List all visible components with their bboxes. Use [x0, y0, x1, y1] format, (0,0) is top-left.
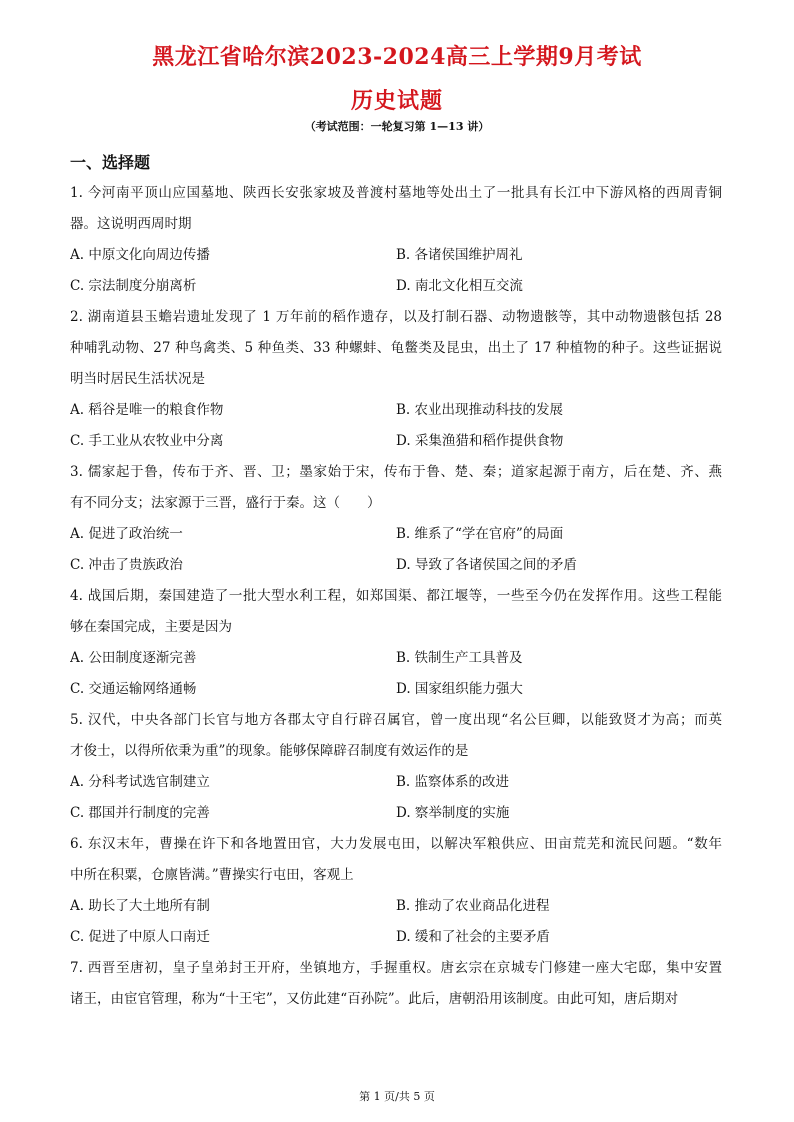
question-stem-line: 够在秦国完成，主要是因为: [70, 619, 232, 635]
answer-option: C. 冲击了贵族政治: [70, 557, 183, 573]
option-row: [70, 798, 722, 829]
question-list: [70, 178, 722, 1015]
question-2: [70, 302, 722, 457]
question-stem-line: 有不同分支；法家源于三晋，盛行于秦。这（ ）: [70, 495, 381, 511]
answer-option: B. 各诸侯国维护周礼: [396, 247, 523, 263]
answer-option: A. 促进了政治统一: [70, 526, 183, 542]
option-row: [70, 674, 722, 705]
option-row: [70, 922, 722, 953]
option-row: [70, 271, 722, 302]
answer-option: A. 稻谷是唯一的粮食作物: [70, 402, 224, 418]
answer-option: B. 监察体系的改进: [396, 774, 510, 790]
answer-option: A. 公田制度逐渐完善: [70, 650, 197, 666]
option-row: [70, 426, 722, 457]
option-row: [70, 891, 722, 922]
exam-scope: （考试范围：一轮复习第 1—13 讲）: [304, 120, 490, 133]
answer-option: B. 推动了农业商品化进程: [396, 898, 550, 914]
answer-option: D. 采集渔猎和稻作提供食物: [396, 433, 564, 449]
exam-title: 黑龙江省哈尔滨2023-2024高三上学期9月考试: [152, 44, 642, 70]
option-row: [70, 643, 722, 674]
question-stem-line: 才俊士，以得所依秉为重”的现象。能够保障辟召制度有效运作的是: [70, 743, 469, 759]
question-stem-line: 7. 西晋至唐初，皇子皇弟封王开府，坐镇地方，手握重权。唐玄宗在京城专门修建一座大宅邸，集中安置: [70, 960, 722, 976]
question-stem-line: 器。这说明西周时期: [70, 216, 192, 232]
question-stem-line: 种哺乳动物、27 种鸟禽类、5 种鱼类、33 种螺蚌、龟鳖类及昆虫，出土了 17 种植物的种子。这些证据说: [70, 340, 722, 356]
question-stem-line: 1. 今河南平顶山应国墓地、陕西长安张家坡及普渡村墓地等处出土了一批具有长江中下游风格的西周青铜: [70, 185, 722, 201]
page-number: 第 1 页/共 5 页: [359, 1090, 435, 1103]
exam-subject-title: 历史试题: [350, 88, 443, 114]
answer-option: D. 南北文化相互交流: [396, 278, 523, 294]
answer-option: A. 中原文化向周边传播: [70, 247, 210, 263]
answer-option: D. 国家组织能力强大: [396, 681, 523, 697]
question-stem-line: 6. 东汉末年，曹操在许下和各地置田官，大力发展屯田，以解决军粮供应、田亩荒芜和流民问题。“数年: [70, 836, 722, 852]
question-5: [70, 705, 722, 829]
answer-option: B. 农业出现推动科技的发展: [396, 402, 564, 418]
question-6: [70, 829, 722, 953]
answer-option: C. 交通运输网络通畅: [70, 681, 197, 697]
question-stem-line: 2. 湖南道县玉蟾岩遗址发现了 1 万年前的稻作遗存，以及打制石器、动物遗骸等，其中动物遗骸包括 28: [70, 309, 722, 325]
option-row: [70, 240, 722, 271]
question-stem-line: 3. 儒家起于鲁，传布于齐、晋、卫；墨家始于宋，传布于鲁、楚、秦；道家起源于南方，后在楚、齐、燕: [70, 464, 722, 480]
option-row: [70, 767, 722, 798]
answer-option: C. 促进了中原人口南迁: [70, 929, 210, 945]
section-heading: 一、选择题: [70, 153, 151, 172]
answer-option: A. 助长了大土地所有制: [70, 898, 210, 914]
question-stem-line: 5. 汉代，中央各部门长官与地方各郡太守自行辟召属官，曾一度出现“名公巨卿，以能致贤才为高；而英: [70, 712, 722, 728]
question-stem-line: 诸王，由宦官管理，称为“十王宅”，又仿此建“百孙院”。此后，唐朝沿用该制度。由此可知，唐后期对: [70, 991, 679, 1007]
answer-option: B. 维系了“学在官府”的局面: [396, 526, 564, 542]
option-row: [70, 550, 722, 581]
question-4: [70, 581, 722, 705]
answer-option: A. 分科考试选官制建立: [70, 774, 210, 790]
answer-option: C. 宗法制度分崩离析: [70, 278, 197, 294]
question-1: [70, 178, 722, 302]
answer-option: D. 缓和了社会的主要矛盾: [396, 929, 550, 945]
question-stem-line: 4. 战国后期，秦国建造了一批大型水利工程，如郑国渠、都江堰等，一些至今仍在发挥作用。这些工程能: [70, 588, 722, 604]
option-row: [70, 395, 722, 426]
answer-option: D. 察举制度的实施: [396, 805, 510, 821]
answer-option: B. 铁制生产工具普及: [396, 650, 523, 666]
question-stem-line: 中所在积粟，仓廪皆满。”曹操实行屯田，客观上: [70, 867, 354, 883]
option-row: [70, 519, 722, 550]
question-7: [70, 953, 722, 1015]
answer-option: D. 导致了各诸侯国之间的矛盾: [396, 557, 577, 573]
answer-option: C. 手工业从农牧业中分离: [70, 433, 224, 449]
question-stem-line: 明当时居民生活状况是: [70, 371, 205, 387]
answer-option: C. 郡国并行制度的完善: [70, 805, 210, 821]
question-3: [70, 457, 722, 581]
